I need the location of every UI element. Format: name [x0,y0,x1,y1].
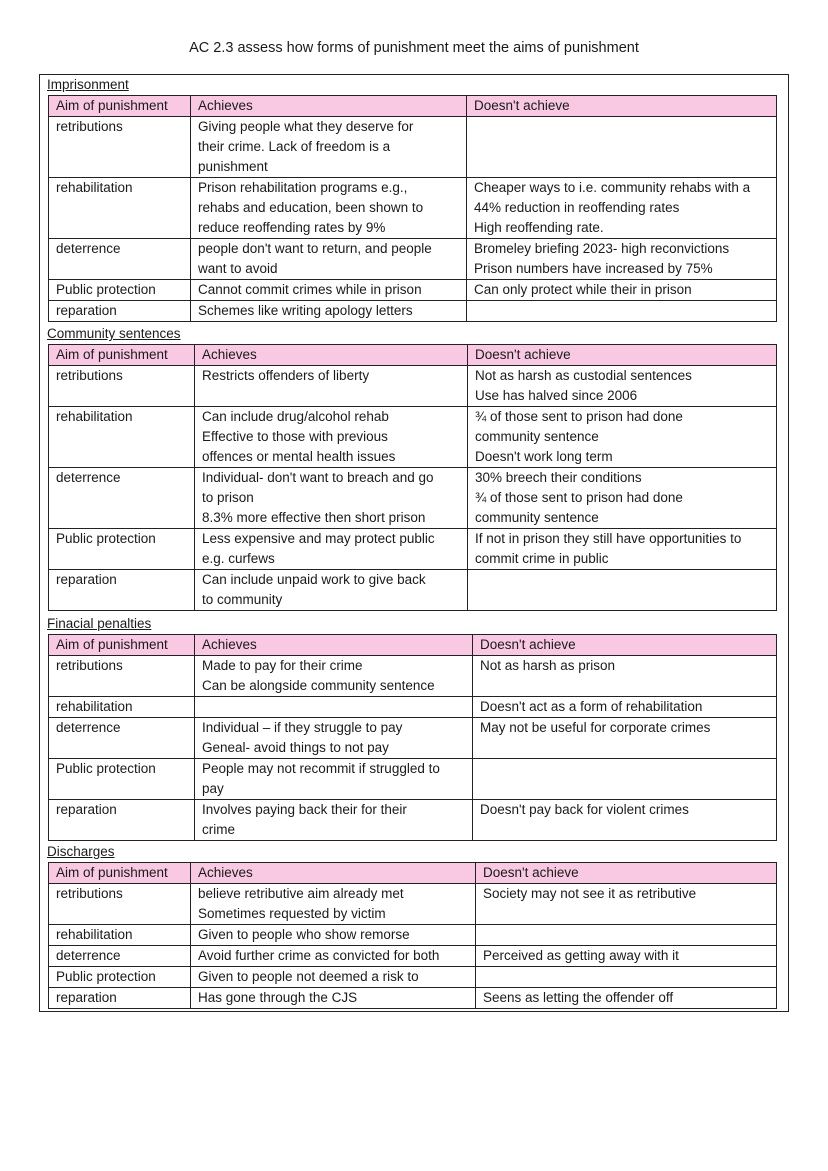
cell-text-line: Bromeley briefing 2023- high reconvictions [474,241,730,256]
header-achieves: Achieves [195,635,473,656]
header-doesnt-achieve: Doesn't achieve [476,863,777,884]
header-aim: Aim of punishment [49,863,191,884]
cell-text-line: Giving people what they deserve for [198,119,414,134]
doesnt-achieve-cell [467,301,777,322]
cell-text-line: ¾ of those sent to prison had done [475,490,683,505]
cell-text-line: Given to people not deemed a risk to [198,969,419,984]
cell-text-line: May not be useful for corporate crimes [480,720,711,735]
aim-cell: rehabilitation [49,178,191,239]
cell-text-line: Made to pay for their crime [202,658,363,673]
cell-text-line: Doesn't act as a form of rehabilitation [480,699,703,714]
achieves-cell [195,407,468,468]
cell-text-line: Schemes like writing apology letters [198,303,413,318]
cell-text-line: People may not recommit if struggled to [202,761,440,776]
cell-text-line: Can only protect while their in prison [474,282,692,297]
achieves-cell [195,656,473,697]
cell-text-line: Not as harsh as custodial sentences [475,368,692,383]
header-aim: Aim of punishment [49,96,191,117]
doesnt-achieve-cell [476,988,777,1009]
doesnt-achieve-cell [468,468,777,529]
table-header-row [49,96,777,117]
cell-text-line: Society may not see it as retributive [483,886,697,901]
doesnt-achieve-cell [467,178,777,239]
table-row [49,718,777,759]
cell-text-line: Less expensive and may protect public [202,531,435,546]
cell-text-line: Cheaper ways to i.e. community rehabs with a [474,180,751,195]
cell-text-line: want to avoid [198,261,278,276]
cell-text-line: Can include unpaid work to give back [202,572,426,587]
table-row [49,280,777,301]
table-row [49,925,777,946]
cell-text-line: Use has halved since 2006 [475,388,638,403]
doesnt-achieve-cell [476,925,777,946]
header-achieves: Achieves [191,96,467,117]
cell-text-line: Geneal- avoid things to not pay [202,740,389,755]
achieves-cell [195,366,468,407]
section-title: Community sentences [47,326,181,341]
aim-cell: rehabilitation [49,407,195,468]
cell-text-line: Seens as letting the offender off [483,990,674,1005]
table-row [49,967,777,988]
aim-cell: deterrence [49,718,195,759]
table-row [49,884,777,925]
cell-text-line: 44% reduction in reoffending rates [474,200,680,215]
aim-cell: reparation [49,301,191,322]
aim-cell: Public protection [49,280,191,301]
doesnt-achieve-cell [473,800,777,841]
doesnt-achieve-cell [468,407,777,468]
doesnt-achieve-cell [476,884,777,925]
achieves-cell [191,967,476,988]
achieves-cell [191,239,467,280]
aim-cell: rehabilitation [49,697,195,718]
doesnt-achieve-cell [473,656,777,697]
cell-text-line: Given to people who show remorse [198,927,410,942]
cell-text-line: crime [202,822,235,837]
achieves-cell [195,759,473,800]
table-row [49,946,777,967]
cell-text-line: e.g. curfews [202,551,275,566]
aim-cell: retributions [49,884,191,925]
achieves-cell [191,884,476,925]
doesnt-achieve-cell [468,366,777,407]
table-row [49,301,777,322]
table-row [49,570,777,611]
achieves-cell [191,280,467,301]
cell-text-line: community sentence [475,429,599,444]
aim-cell: reparation [49,570,195,611]
punishment-table [48,862,777,1009]
achieves-cell [191,988,476,1009]
doesnt-achieve-cell [467,280,777,301]
punishment-document [39,74,789,1012]
cell-text-line: rehabs and education, been shown to [198,200,424,215]
achieves-cell [191,178,467,239]
cell-text-line: offences or mental health issues [202,449,396,464]
cell-text-line: 30% breech their conditions [475,470,642,485]
header-achieves: Achieves [191,863,476,884]
table-header-row [49,345,777,366]
doesnt-achieve-cell [476,946,777,967]
table-row [49,656,777,697]
header-doesnt-achieve: Doesn't achieve [473,635,777,656]
doesnt-achieve-cell [473,759,777,800]
achieves-cell [191,117,467,178]
aim-cell: retributions [49,117,191,178]
cell-text-line: to prison [202,490,254,505]
aim-cell: deterrence [49,239,191,280]
doesnt-achieve-cell [473,697,777,718]
cell-text-line: Perceived as getting away with it [483,948,679,963]
aim-cell: retributions [49,366,195,407]
cell-text-line: ¾ of those sent to prison had done [475,409,683,424]
section-title: Discharges [47,844,115,859]
table-row [49,178,777,239]
table-row [49,468,777,529]
achieves-cell [191,301,467,322]
cell-text-line: Restricts offenders of liberty [202,368,370,383]
table-row [49,239,777,280]
aim-cell: Public protection [49,529,195,570]
section-title: Finacial penalties [47,616,152,631]
aim-cell: retributions [49,656,195,697]
cell-text-line: Has gone through the CJS [198,990,358,1005]
cell-text-line: community sentence [475,510,599,525]
header-aim: Aim of punishment [49,635,195,656]
aim-cell: Public protection [49,759,195,800]
cell-text-line: pay [202,781,224,796]
header-aim: Aim of punishment [49,345,195,366]
doesnt-achieve-cell [476,967,777,988]
doesnt-achieve-cell [467,239,777,280]
cell-text-line: punishment [198,159,268,174]
cell-text-line: Individual- don't want to breach and go [202,470,434,485]
table-header-row [49,863,777,884]
punishment-table [48,95,777,322]
doesnt-achieve-cell [468,529,777,570]
achieves-cell [195,468,468,529]
header-achieves: Achieves [195,345,468,366]
table-row [49,800,777,841]
table-row [49,529,777,570]
section-title: Imprisonment [47,77,129,92]
achieves-cell [195,529,468,570]
cell-text-line: Sometimes requested by victim [198,906,386,921]
cell-text-line: 8.3% more effective then short prison [202,510,426,525]
table-row [49,988,777,1009]
table-row [49,759,777,800]
table-row [49,117,777,178]
cell-text-line: Doesn't work long term [475,449,613,464]
cell-text-line: to community [202,592,283,607]
cell-text-line: Involves paying back their for their [202,802,407,817]
cell-text-line: Prison numbers have increased by 75% [474,261,713,276]
doesnt-achieve-cell [467,117,777,178]
cell-text-line: High reoffending rate. [474,220,604,235]
cell-text-line: Cannot commit crimes while in prison [198,282,422,297]
cell-text-line: commit crime in public [475,551,609,566]
page-title: AC 2.3 assess how forms of punishment meet the aims of punishment [189,40,639,56]
cell-text-line: Can include drug/alcohol rehab [202,409,389,424]
cell-text-line: believe retributive aim already met [198,886,404,901]
aim-cell: reparation [49,988,191,1009]
cell-text-line: Avoid further crime as convicted for both [198,948,440,963]
punishment-table [48,634,777,841]
cell-text-line: Can be alongside community sentence [202,678,435,693]
table-row [49,407,777,468]
aim-cell: reparation [49,800,195,841]
achieves-cell [195,718,473,759]
aim-cell: rehabilitation [49,925,191,946]
cell-text-line: Prison rehabilitation programs e.g., [198,180,408,195]
cell-text-line: Doesn't pay back for violent crimes [480,802,689,817]
punishment-table [48,344,777,611]
cell-text-line: Individual – if they struggle to pay [202,720,403,735]
cell-text-line: reduce reoffending rates by 9% [198,220,386,235]
cell-text-line: If not in prison they still have opportunities to [475,531,742,546]
table-header-row [49,635,777,656]
cell-text-line: Not as harsh as prison [480,658,616,673]
doesnt-achieve-cell [468,570,777,611]
aim-cell: Public protection [49,967,191,988]
header-doesnt-achieve: Doesn't achieve [467,96,777,117]
cell-text-line: their crime. Lack of freedom is a [198,139,391,154]
achieves-cell [191,946,476,967]
achieves-cell [195,697,473,718]
achieves-cell [195,570,468,611]
table-row [49,366,777,407]
cell-text-line: Effective to those with previous [202,429,388,444]
aim-cell: deterrence [49,468,195,529]
table-row [49,697,777,718]
cell-text-line: people don't want to return, and people [198,241,432,256]
achieves-cell [191,925,476,946]
header-doesnt-achieve: Doesn't achieve [468,345,777,366]
achieves-cell [195,800,473,841]
doesnt-achieve-cell [473,718,777,759]
aim-cell: deterrence [49,946,191,967]
